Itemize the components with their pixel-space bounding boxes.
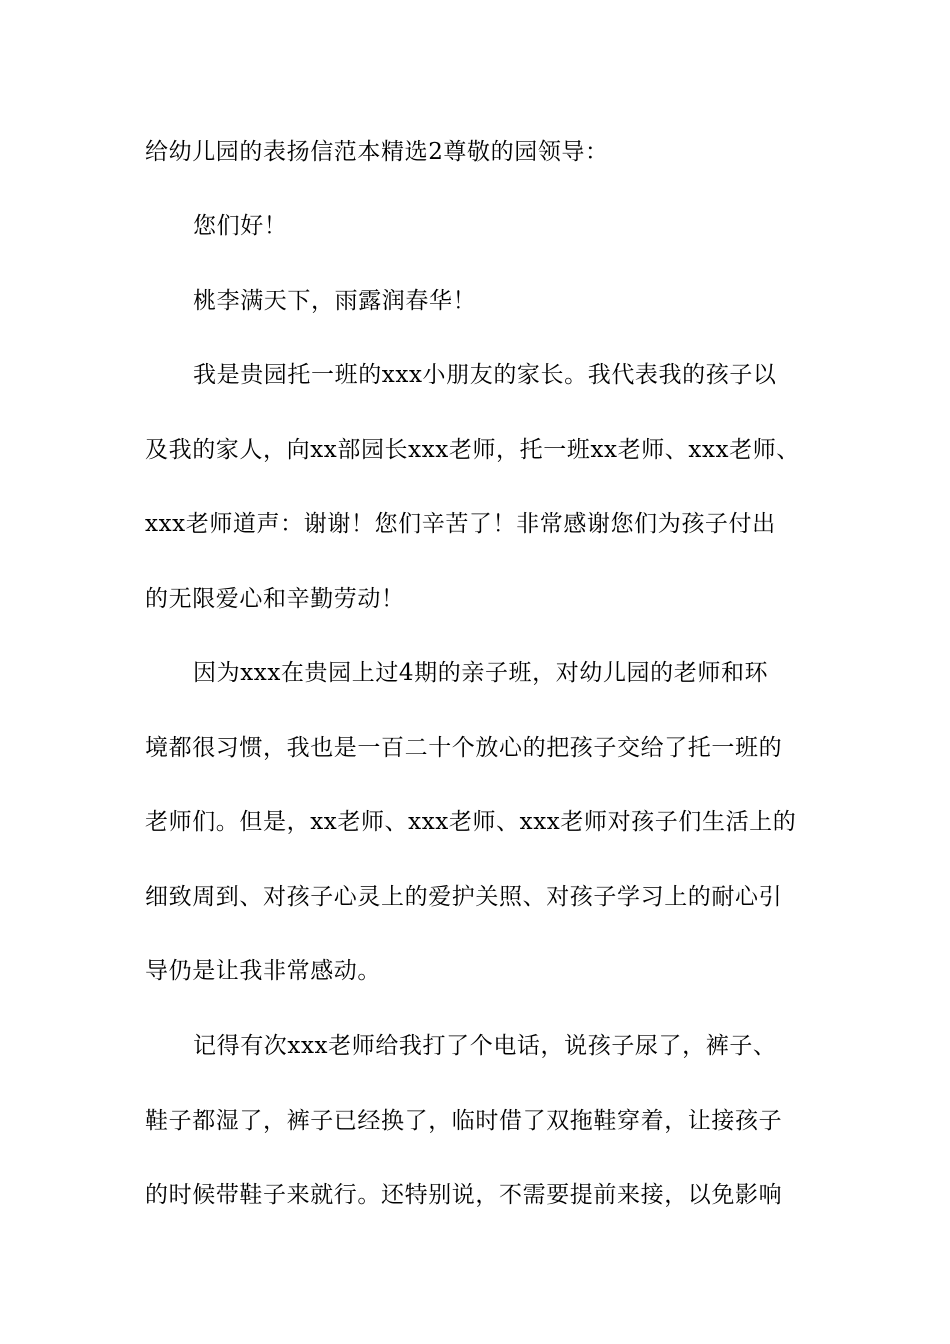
text-line: 因为xxx在贵园上过4期的亲子班，对幼儿园的老师和环 — [193, 660, 769, 686]
text-line: 记得有次xxx老师给我打了个电话，说孩子尿了，裤子、 — [193, 1033, 777, 1059]
document-title-line: 给幼儿园的表扬信范本精选2尊敬的园领导： — [145, 139, 609, 165]
text-line: 鞋子都湿了，裤子已经换了，临时借了双拖鞋穿着，让接孩子 — [145, 1108, 783, 1134]
text-line: 导仍是让我非常感动。 — [145, 958, 381, 984]
text-line: 细致周到、对孩子心灵上的爱护关照、对孩子学习上的耐心引 — [145, 884, 783, 910]
text-line: 的时候带鞋子来就行。还特别说，不需要提前来接，以免影响 — [145, 1182, 783, 1208]
text-line: 境都很习惯，我也是一百二十个放心的把孩子交给了托一班的 — [145, 735, 783, 761]
text-line: 桃李满天下，雨露润春华！ — [193, 288, 477, 314]
text-line: 及我的家人，向xx部园长xxx老师，托一班xx老师、xxx老师、 — [145, 437, 800, 463]
text-line: 我是贵园托一班的xxx小朋友的家长。我代表我的孩子以 — [193, 362, 777, 388]
text-line: xxx老师道声：谢谢！您们辛苦了！非常感谢您们为孩子付出 — [145, 511, 776, 537]
text-line: 老师们。但是，xx老师、xxx老师、xxx老师对孩子们生活上的 — [145, 809, 797, 835]
text-line: 的无限爱心和辛勤劳动！ — [145, 586, 405, 612]
greeting-line: 您们好！ — [193, 213, 288, 239]
